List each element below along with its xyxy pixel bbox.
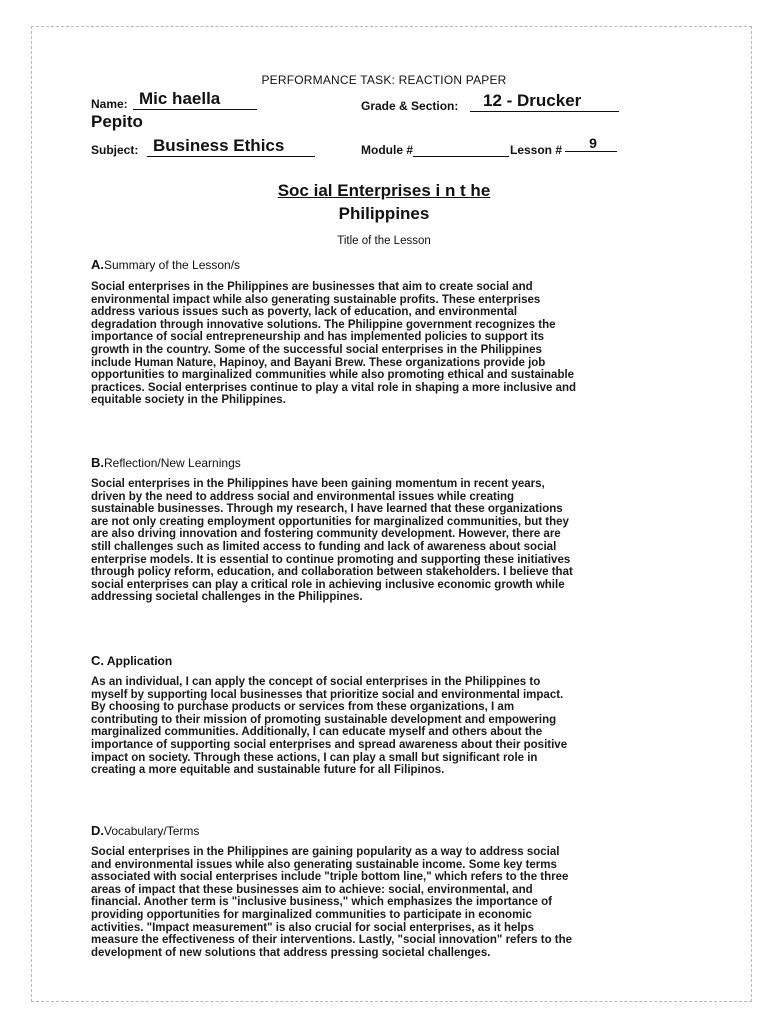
grade-field: [470, 91, 619, 112]
section-b-body: Social enterprises in the Philippines have been gaining momentum in recent years, driven by the need to address social and environmental issues while creating sustainable businesses. Through my research, I have learned that these organizations are not only creating employment opportunities for marginalized communities, but they are also driving innovation and fostering community development. However, there are still challenges such as limited access to funding and lack of awareness about social enterprise models. It is essential to continue promoting and supporting these initiatives through policy reform, education, and collaboration between stakeholders. I believe that social enterprises can play a critical role in achieving inclusive economic growth while addressing societal challenges in the Philippines.: [91, 478, 573, 604]
name-first-value: Mic haella: [133, 89, 257, 110]
section-d-letter: D.: [91, 823, 104, 838]
section-a-body: Social enterprises in the Philippines are businesses that aim to create social and environmental impact while also generating sustainable profits. These enterprises address various issues such as poverty, lack of education, and environmental degradation through innovative solutions. The Philippine government recognizes the importance of social entrepreneurship and has implemented policies to support its growth in the country. Some of the successful social enterprises in the Philippines include Human Nature, Hapinoy, and Bayani Brew. These organizations provide job opportunities to marginalized communities while also promoting ethical and sustainable practices. Social enterprises continue to play a vital role in shaping a more inclusive and equitable society in the Philippines.: [91, 281, 577, 407]
lesson-caption: Title of the Lesson: [337, 235, 431, 247]
name-last-value: Pepito: [91, 112, 143, 131]
grade-label: Grade & Section:: [361, 99, 459, 113]
lesson-value: 9: [565, 135, 617, 152]
section-c-body: As an individual, I can apply the concept of social enterprises in the Philippines to myself by supporting local businesses that prioritize social and environmental impact. By choosing to purchase products or services from these organizations, I am contributing to their mission of promoting sustainable development and empowering marginalized communities. Additionally, I can educate myself and others about the importance of supporting social enterprises and spread awareness about their positive impact on society. Through these actions, I can play a small but significant role in creating a more equitable and sustainable future for all Filipinos.: [91, 676, 568, 777]
lesson-title-line-2: Philippines: [338, 204, 430, 223]
section-d-heading: [91, 823, 199, 838]
section-d-title: Vocabulary/Terms: [104, 824, 200, 838]
subject-label: Subject:: [91, 143, 139, 157]
name-label: Name:: [91, 97, 128, 111]
section-a-title: Summary of the Lesson/s: [104, 258, 241, 272]
section-a-heading: [91, 257, 240, 272]
section-d-body: Social enterprises in the Philippines are gaining popularity as a way to address social and environmental issues while also generating sustainable income. Some key terms associated with social enterprises include "triple bottom line," which refers to the three areas of impact that these businesses aim to achieve: social, environmental, and financial. Another term is "inclusive business," which emphasizes the importance of providing opportunities for marginalized communities to participate in economic activities. "Impact measurement" is also crucial for social enterprises, as it helps measure the effectiveness of their interventions. Lastly, "social innovation" refers to the development of new solutions that address pressing societal challenges.: [91, 846, 573, 959]
lesson-field: [565, 135, 617, 153]
module-field: [413, 143, 509, 162]
subject-value: Business Ethics: [147, 136, 315, 157]
section-c-heading: [91, 653, 172, 668]
name-field: [133, 89, 257, 110]
section-b-letter: B.: [91, 455, 104, 470]
document-title: PERFORMANCE TASK: REACTION PAPER: [261, 73, 507, 87]
module-value: [413, 143, 509, 157]
lesson-title-line-1: [0, 181, 768, 201]
subject-field: [147, 136, 315, 157]
grade-value: 12 - Drucker: [470, 91, 619, 112]
section-c-letter: C.: [91, 653, 104, 668]
lesson-label: Lesson #: [510, 143, 563, 157]
section-b-heading: [91, 455, 241, 470]
lesson-title-text-1: Soc ial Enterprises i n t he: [277, 181, 491, 200]
section-b-title: Reflection/New Learnings: [104, 456, 241, 470]
section-c-title: Application: [104, 654, 173, 668]
module-label: Module #: [361, 143, 414, 157]
section-a-letter: A.: [91, 257, 104, 272]
